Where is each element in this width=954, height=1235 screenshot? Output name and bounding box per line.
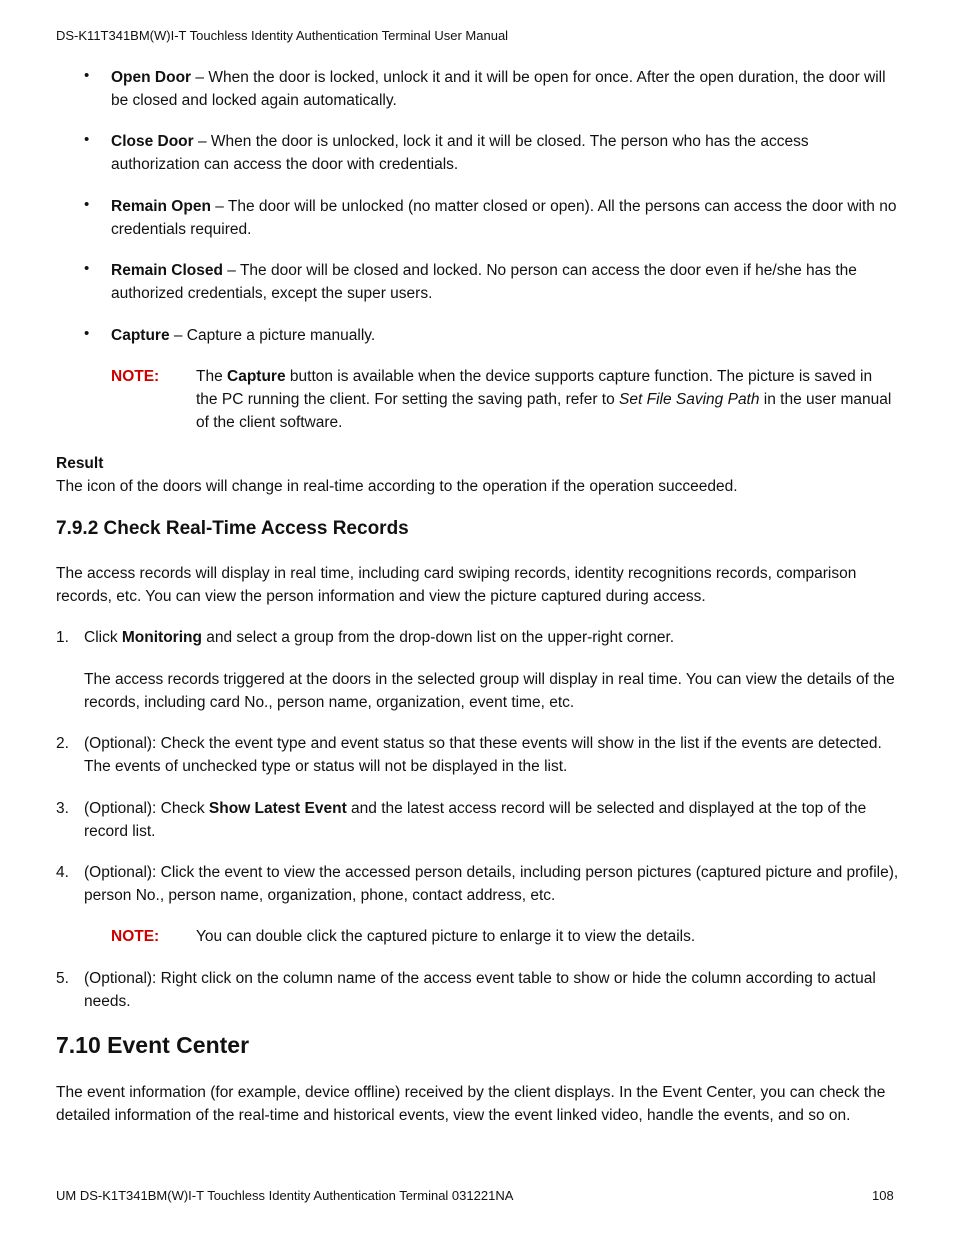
note-label: NOTE: <box>111 928 160 945</box>
step-number: 5. <box>56 970 69 987</box>
step-text: and select a group from the drop-down list on the upper-right corner. <box>201 629 675 646</box>
step-number: 4. <box>56 864 69 881</box>
step-number: 3. <box>56 800 69 817</box>
section-heading-7-10: 7.10 Event Center <box>56 1032 250 1058</box>
step-text: (Optional): Check <box>84 800 209 817</box>
bullet-close-door <box>111 130 901 176</box>
note-text: button is available when the device supports capture function. The picture is saved in the PC running the client. For setting the saving path, refer to <box>196 368 873 408</box>
section-intro: The access records will display in real time, including card swiping records, identity recognitions records, comparison records, etc. You can view the person information and view the picture captured during access. <box>56 565 857 605</box>
step-5: (Optional): Right click on the column name of the access event table to show or hide the column according to actual needs. <box>84 970 876 1010</box>
section-heading-7-9-2: 7.9.2 Check Real-Time Access Records <box>56 518 409 539</box>
bullet-term: Remain Open <box>111 198 211 215</box>
note-reference: Set File Saving Path <box>619 391 760 408</box>
step-text: and the latest access record will be selected and displayed at the top of the record list. <box>84 800 867 840</box>
step-number: 2. <box>56 735 69 752</box>
result-heading: Result <box>56 455 104 472</box>
step-2: (Optional): Check the event type and event status so that these events will show in the list if the events are detected. The events of unchecked type or status will not be displayed in the list. <box>84 735 882 775</box>
bullet-description: – Capture a picture manually. <box>169 327 376 344</box>
bullet-symbol: • <box>84 325 90 342</box>
bullet-term: Remain Closed <box>111 262 223 279</box>
note-bold-term: Capture <box>227 368 286 385</box>
step-1 <box>84 626 904 649</box>
note-capture-body <box>196 365 896 434</box>
bullet-open-door <box>111 66 901 112</box>
bullet-symbol: • <box>84 67 90 84</box>
bullet-remain-open <box>111 195 901 241</box>
bullet-symbol: • <box>84 131 90 148</box>
step-bold-term: Monitoring <box>121 629 202 646</box>
note-text: The <box>196 368 228 385</box>
bullet-description: – The door will be closed and locked. No person can access the door even if he/she has the authorized credentials, except the super users. <box>111 262 857 302</box>
bullet-symbol: • <box>84 196 90 213</box>
bullet-description: – When the door is locked, unlock it and it will be open for once. After the open duration, the door will be closed and locked again automatically. <box>111 69 886 109</box>
section-7-10-text: The event information (for example, device offline) received by the client displays. In the Event Center, you can check the detailed information of the real-time and historical events, view the event linked video, handle the events, and so on. <box>56 1084 886 1124</box>
note-double-click-body: You can double click the captured picture to enlarge it to view the details. <box>196 928 696 945</box>
result-text: The icon of the doors will change in real-time according to the operation if the operation succeeded. <box>56 478 738 495</box>
bullet-term: Capture <box>111 327 170 344</box>
bullet-description: – When the door is unlocked, lock it and it will be closed. The person who has the access authorization can access the door with credentials. <box>111 133 809 173</box>
bullet-description: – The door will be unlocked (no matter closed or open). All the persons can access the door with no credentials required. <box>111 198 897 238</box>
bullet-remain-closed <box>111 259 901 305</box>
step-number: 1. <box>56 629 69 646</box>
bullet-capture <box>111 324 901 347</box>
step-bold-term: Show Latest Event <box>208 800 347 817</box>
footer-page-number: 108 <box>872 1188 894 1203</box>
step-3 <box>84 797 904 843</box>
note-text: in the user manual of the client software. <box>196 391 892 431</box>
step-1-detail: The access records triggered at the doors in the selected group will display in real time. You can view the details of the records, including card No., person name, organization, event time, etc. <box>84 671 895 711</box>
bullet-symbol: • <box>84 260 90 277</box>
note-label: NOTE: <box>111 368 160 385</box>
footer-doc-id: UM DS-K1T341BM(W)I-T Touchless Identity Authentication Terminal 031221NA <box>56 1188 514 1203</box>
bullet-term: Close Door <box>111 133 194 150</box>
running-header: DS-K11T341BM(W)I-T Touchless Identity Authentication Terminal User Manual <box>56 28 509 43</box>
step-text: Click <box>84 629 122 646</box>
bullet-term: Open Door <box>111 69 192 86</box>
step-4: (Optional): Click the event to view the accessed person details, including person pictures (captured picture and profile), person No., person name, organization, phone, contact address, etc. <box>84 864 899 904</box>
